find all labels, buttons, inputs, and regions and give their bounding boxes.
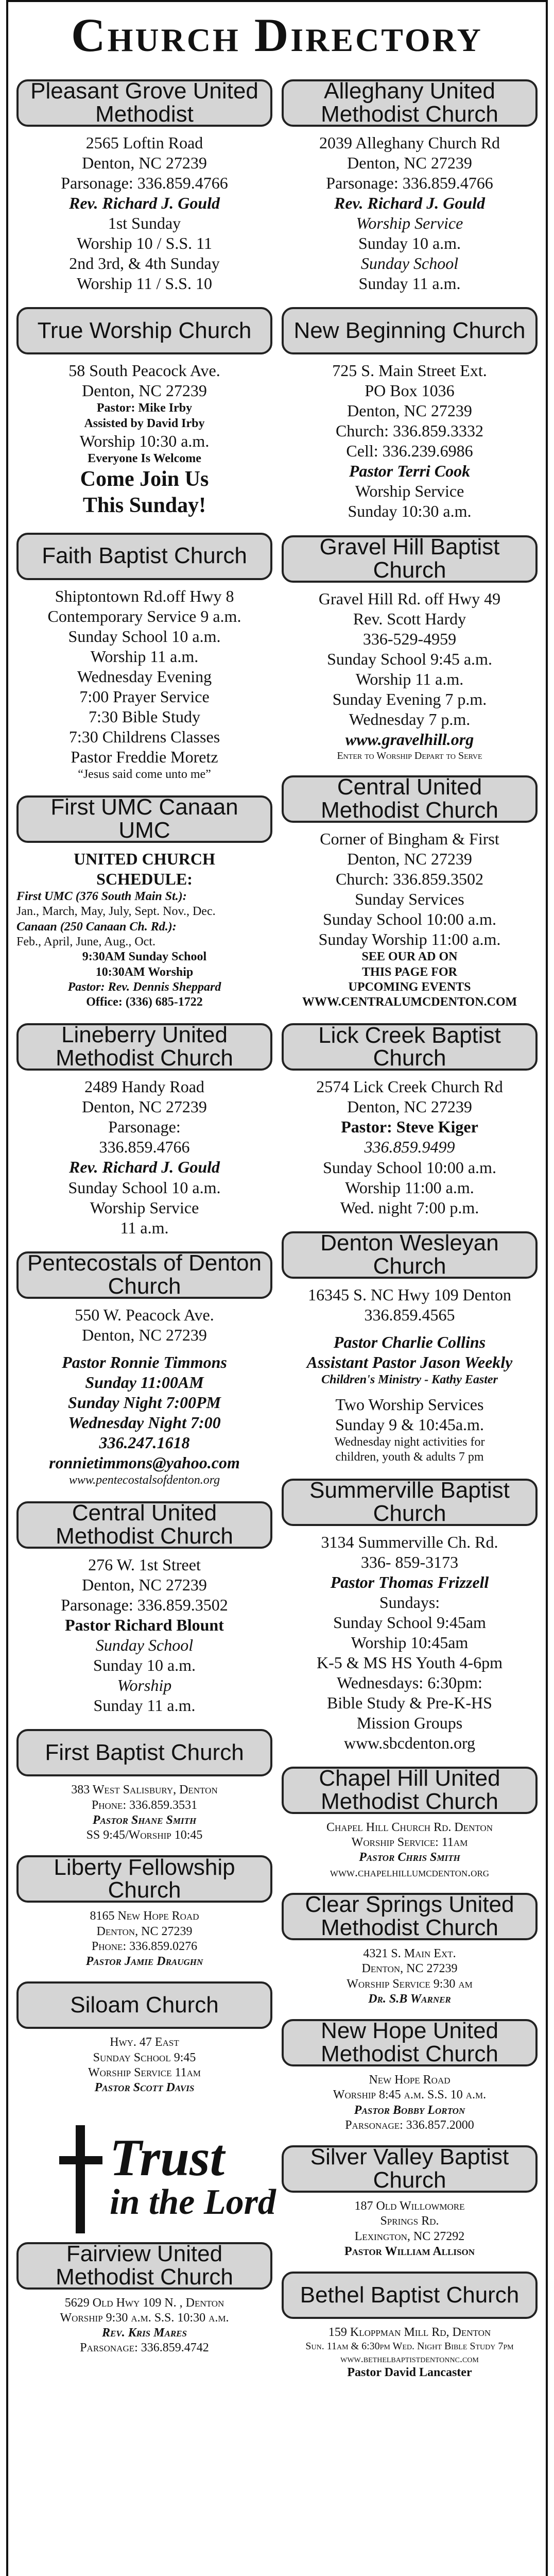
- church-name: Gravel Hill Baptist Church: [282, 535, 538, 583]
- church-details: [282, 583, 538, 762]
- church-details: [282, 1526, 538, 1753]
- detail-line: Pastor Thomas Frizzell: [330, 1572, 489, 1591]
- detail-line: Sunday 11 a.m.: [358, 274, 461, 293]
- church-details: [16, 2029, 272, 2095]
- church-entry: [16, 1251, 272, 1488]
- detail-line: Worship 11:00 a.m.: [345, 1178, 474, 1197]
- detail-line: Pastor Richard Blount: [65, 1616, 224, 1635]
- church-details: [282, 1279, 538, 1465]
- detail-line: Shiptontown Rd.off Hwy 8: [55, 586, 234, 605]
- church-details: [16, 1299, 272, 1488]
- detail-line: 187 Old Willowmore: [354, 2199, 465, 2213]
- church-entry: [282, 2272, 538, 2380]
- detail-line: Pastor: Mike Irby: [96, 401, 193, 415]
- church-directory-page: [6, 0, 548, 2576]
- detail-line: Sunday 10 a.m.: [358, 234, 461, 253]
- detail-line: Parsonage: 336.859.3502: [61, 1596, 228, 1615]
- detail-line: Worship Service: [355, 482, 464, 501]
- detail-line: Dr. S.B Warner: [368, 1992, 451, 2006]
- church-details: [282, 2066, 538, 2133]
- detail-line: Denton, NC 27239: [82, 1575, 207, 1595]
- detail-line: 11 a.m.: [120, 1218, 169, 1237]
- church-entry: [282, 535, 538, 762]
- detail-line: Denton, NC 27239: [347, 401, 472, 420]
- detail-line: Sunday School 10:00 a.m.: [323, 910, 496, 929]
- church-entry: [282, 307, 538, 521]
- detail-line: Phone: 336.859.3531: [91, 1798, 198, 1812]
- detail-line: Assistant Pastor Jason Weekly: [306, 1352, 513, 1371]
- detail-line: 5629 Old Hwy 109 N. , Denton: [64, 2296, 224, 2310]
- detail-line: Sunday School 9:45am: [333, 1613, 486, 1632]
- detail-line: Rev. Richard J. Gould: [68, 1158, 220, 1177]
- directory-grid: [16, 79, 538, 2576]
- detail-line: Assisted by David Irby: [84, 416, 205, 430]
- church-details: [282, 1814, 538, 1880]
- trust-in-the-lord-graphic: [16, 2108, 276, 2242]
- detail-line: Pastor David Lancaster: [347, 2366, 472, 2380]
- church-details: [16, 354, 272, 519]
- detail-line: Feb., April, June, Aug., Oct.: [16, 935, 155, 949]
- detail-line: 16345 S. NC Hwy 109 Denton: [308, 1285, 511, 1304]
- church-entry: [16, 1855, 272, 1969]
- detail-line: www.chapelhillumcdenton.org: [330, 1866, 490, 1879]
- detail-line: Sunday School 10:00 a.m.: [323, 1158, 496, 1177]
- page-title: Church Directory: [71, 9, 483, 61]
- detail-line: Denton, NC 27239: [96, 1924, 193, 1938]
- detail-line: Sunday School 9:45 a.m.: [327, 649, 492, 668]
- church-entry: [16, 2242, 272, 2356]
- detail-line: Pastor Ronnie Timmons: [62, 1352, 227, 1371]
- detail-line: Parsonage:: [108, 1117, 181, 1137]
- church-entry: [282, 2145, 538, 2259]
- detail-line: 4321 S. Main Ext.: [363, 1947, 456, 1960]
- detail-line: Worship 10 / S.S. 11: [77, 234, 212, 253]
- detail-line: UPCOMING EVENTS: [348, 980, 471, 994]
- detail-line: www.bethelbaptistdentonnc.com: [340, 2353, 479, 2365]
- detail-line: SEE OUR AD ON: [361, 950, 458, 964]
- detail-line: This Sunday!: [82, 494, 206, 518]
- church-name: Faith Baptist Church: [16, 533, 272, 580]
- church-name: Chapel Hill United Methodist Church: [282, 1767, 538, 1814]
- detail-line: Sunday School: [360, 254, 459, 273]
- detail-line: Sunday Worship 11:00 a.m.: [318, 930, 501, 949]
- detail-line: Pastor Scott Davis: [94, 2081, 195, 2095]
- church-details: [16, 1071, 272, 1238]
- church-name: Liberty Fellowship Church: [16, 1855, 272, 1903]
- detail-line: Cell: 336.239.6986: [346, 442, 473, 461]
- church-name: First Baptist Church: [16, 1729, 272, 1776]
- detail-line: Pastor: Steve Kiger: [341, 1117, 478, 1137]
- church-details: [282, 823, 538, 1010]
- svg-text:in the Lord: in the Lord: [109, 2182, 276, 2222]
- detail-line: www.pentecostalsofdenton.org: [68, 1473, 220, 1487]
- detail-line: Pastor Freddie Moretz: [71, 747, 218, 766]
- detail-line: Contemporary Service 9 a.m.: [47, 606, 241, 625]
- detail-line: Sunday 10 a.m.: [93, 1656, 196, 1675]
- detail-line: WWW.CENTRALUMCDENTON.COM: [302, 995, 517, 1009]
- detail-line: [16, 1345, 272, 1352]
- detail-line: Pastor Terri Cook: [349, 462, 471, 481]
- church-name: Lick Creek Baptist Church: [282, 1023, 538, 1071]
- detail-line: Sundays:: [379, 1592, 440, 1612]
- detail-line: Pastor Charlie Collins: [333, 1332, 486, 1351]
- church-details: [16, 1776, 272, 1843]
- church-details: [282, 2319, 538, 2380]
- church-details: [282, 2193, 538, 2259]
- church-entry: [282, 1231, 538, 1465]
- detail-line: UNITED CHURCH: [74, 850, 215, 869]
- church-name: True Worship Church: [16, 307, 272, 354]
- detail-line: 276 W. 1st Street: [88, 1555, 201, 1574]
- detail-line: Pastor Jamie Draughn: [85, 1955, 203, 1969]
- detail-line: K-5 & MS HS Youth 4-6pm: [317, 1653, 503, 1672]
- church-name: New Hope United Methodist Church: [282, 2019, 538, 2066]
- church-name: Alleghany United Methodist Church: [282, 79, 538, 127]
- detail-line: 159 Kloppman Mill Rd, Denton: [328, 2326, 491, 2340]
- detail-line: Two Worship Services: [335, 1395, 484, 1414]
- left-column: [16, 78, 276, 2576]
- detail-line: Parsonage: 336.859.4766: [326, 174, 493, 193]
- detail-line: Rev. Richard J. Gould: [334, 194, 486, 213]
- detail-line: Wednesday night activities for: [334, 1435, 485, 1449]
- church-details: [282, 127, 538, 294]
- detail-line: 10:30AM Worship: [95, 965, 194, 979]
- church-name: Denton Wesleyan Church: [282, 1231, 538, 1279]
- detail-line: Denton, NC 27239: [82, 154, 207, 173]
- detail-line: Enter to Worship Depart to Serve: [337, 750, 482, 761]
- detail-line: Pastor Shane Smith: [92, 1813, 197, 1827]
- detail-line: Sunday 10:30 a.m.: [348, 502, 472, 521]
- right-column: [282, 79, 538, 2576]
- detail-line: ronnietimmons@yahoo.com: [49, 1453, 240, 1472]
- detail-line: Worship 8:45 a.m. S.S. 10 a.m.: [333, 2088, 487, 2102]
- detail-line: First UMC (376 South Main St.):: [16, 890, 187, 904]
- detail-line: Everyone Is Welcome: [88, 451, 201, 465]
- church-details: [282, 354, 538, 521]
- church-entry: [282, 1023, 538, 1217]
- detail-line: Worship 11 / S.S. 10: [77, 274, 212, 293]
- detail-line: Worship 10:45am: [351, 1633, 469, 1652]
- church-name: New Beginning Church: [282, 307, 538, 354]
- detail-line: Worship 9:30 a.m. S.S. 10:30 a.m.: [60, 2311, 229, 2325]
- detail-line: Canaan (250 Canaan Ch. Rd.):: [16, 920, 177, 934]
- church-name: Fairview United Methodist Church: [16, 2242, 272, 2290]
- detail-line: Denton, NC 27239: [347, 1097, 472, 1116]
- detail-line: Denton, NC 27239: [82, 1325, 207, 1344]
- detail-line: Denton, NC 27239: [82, 381, 207, 400]
- church-name: Siloam Church: [16, 1981, 272, 2029]
- detail-line: Worship Service 9:30 am: [347, 1977, 473, 1991]
- church-entry: [16, 795, 272, 1010]
- church-entry: [16, 1501, 272, 1716]
- detail-line: New Hope Road: [369, 2073, 451, 2087]
- detail-line: 336.247.1618: [99, 1433, 190, 1452]
- detail-line: Wednesday 7 p.m.: [349, 709, 471, 728]
- church-name: Silver Valley Baptist Church: [282, 2145, 538, 2193]
- detail-line: 336.859.4766: [99, 1138, 190, 1157]
- detail-line: 383 West Salisbury, Denton: [71, 1783, 218, 1797]
- detail-line: Rev. Kris Mares: [102, 2326, 187, 2340]
- detail-line: 2nd 3rd, & 4th Sunday: [69, 254, 220, 273]
- detail-line: 58 South Peacock Ave.: [68, 361, 220, 380]
- detail-line: THIS PAGE FOR: [362, 965, 457, 979]
- church-details: [16, 127, 272, 294]
- church-name: Bethel Baptist Church: [282, 2272, 538, 2319]
- detail-line: Worship Service: [90, 1198, 199, 1217]
- detail-line: Wednesday Night 7:00: [68, 1413, 221, 1432]
- church-name: Summerville Baptist Church: [282, 1479, 538, 1526]
- church-name: Lineberry United Methodist Church: [16, 1023, 272, 1071]
- detail-line: Lexington, NC 27292: [354, 2229, 465, 2243]
- detail-line: Pastor Chris Smith: [359, 1851, 460, 1865]
- detail-line: 2574 Lick Creek Church Rd: [316, 1077, 503, 1096]
- detail-line: Sunday Services: [355, 890, 464, 909]
- detail-line: Rev. Scott Hardy: [353, 609, 466, 628]
- detail-line: Worship 10:30 a.m.: [79, 431, 210, 450]
- detail-line: Hwy. 47 East: [110, 2036, 179, 2049]
- detail-line: Parsonage: 336.859.4742: [80, 2341, 209, 2355]
- church-name: Pentecostals of Denton Church: [16, 1251, 272, 1299]
- detail-line: Gravel Hill Rd. off Hwy 49: [318, 589, 501, 608]
- church-entry: [282, 775, 538, 1010]
- detail-line: [282, 1325, 538, 1332]
- church-entry: [282, 79, 538, 294]
- detail-line: Sunday School 10 a.m.: [68, 626, 221, 646]
- detail-line: 7:00 Prayer Service: [79, 687, 210, 706]
- detail-line: Sun. 11am & 6:30pm Wed. Night Bible Study 7pm: [305, 2341, 514, 2352]
- detail-line: Denton, NC 27239: [82, 1097, 207, 1116]
- detail-line: Worship 11 a.m.: [355, 669, 464, 688]
- detail-line: 7:30 Childrens Classes: [68, 727, 220, 746]
- detail-line: Worship: [117, 1676, 172, 1695]
- detail-line: Come Join Us: [80, 467, 209, 492]
- detail-line: Worship Service: 11am: [351, 1836, 468, 1850]
- detail-line: SS 9:45/Worship 10:45: [86, 1828, 203, 1842]
- detail-line: 1st Sunday: [108, 214, 181, 233]
- detail-line: Rev. Richard J. Gould: [68, 194, 220, 213]
- detail-line: 8165 New Hope Road: [90, 1909, 199, 1923]
- church-entry: [16, 307, 272, 519]
- detail-line: Worship 11 a.m.: [90, 647, 199, 666]
- church-entry: [282, 1479, 538, 1753]
- detail-line: Sunday Night 7:00PM: [68, 1393, 221, 1412]
- church-entry: [16, 533, 272, 783]
- detail-line: Worship Service: [356, 214, 463, 233]
- detail-line: “Jesus said come unto me”: [78, 767, 211, 781]
- church-name: Pleasant Grove United Methodist: [16, 79, 272, 127]
- church-name: Central United Methodist Church: [16, 1501, 272, 1549]
- detail-line: Corner of Bingham & First: [320, 829, 499, 849]
- detail-line: 3134 Summerville Ch. Rd.: [321, 1532, 498, 1551]
- detail-line: 336- 859-3173: [360, 1552, 459, 1571]
- detail-line: Pastor: Rev. Dennis Sheppard: [67, 980, 221, 994]
- church-details: [282, 1071, 538, 1217]
- detail-line: 550 W. Peacock Ave.: [75, 1305, 214, 1324]
- detail-line: Chapel Hill Church Rd. Denton: [326, 1820, 493, 1834]
- church-entry: [16, 1023, 272, 1238]
- detail-line: SCHEDULE:: [96, 870, 193, 889]
- detail-line: Phone: 336.859.0276: [91, 1939, 198, 1953]
- detail-line: Church: 336.859.3502: [335, 870, 484, 889]
- church-details: [16, 1903, 272, 1969]
- detail-line: www.sbcdenton.org: [343, 1733, 476, 1752]
- detail-line: 9:30AM Sunday School: [82, 950, 207, 964]
- detail-line: Children's Ministry - Kathy Easter: [321, 1372, 498, 1386]
- detail-line: Pastor William Allison: [344, 2244, 475, 2258]
- detail-line: 336.859.4565: [364, 1305, 455, 1324]
- church-entry: [16, 1981, 272, 2095]
- church-entry: [282, 1893, 538, 2007]
- detail-line: Wed. night 7:00 p.m.: [340, 1198, 479, 1217]
- detail-line: Office: (336) 685-1722: [86, 995, 203, 1009]
- detail-line: 2565 Loftin Road: [85, 133, 203, 152]
- detail-line: 7:30 Bible Study: [89, 707, 200, 726]
- detail-line: Wednesdays: 6:30pm:: [337, 1673, 482, 1692]
- detail-line: Sunday Evening 7 p.m.: [332, 689, 487, 708]
- church-details: [282, 1940, 538, 2007]
- church-entry: [282, 1767, 538, 1880]
- detail-line: Denton, NC 27239: [361, 1962, 458, 1976]
- detail-line: Church: 336.859.3332: [335, 421, 484, 440]
- church-name: First UMC Canaan UMC: [16, 795, 272, 843]
- svg-text:Trust: Trust: [109, 2128, 224, 2187]
- detail-line: Bible Study & Pre-K-HS: [327, 1693, 492, 1712]
- detail-line: Worship Service 11am: [88, 2066, 201, 2080]
- detail-line: Parsonage: 336.857.2000: [345, 2118, 474, 2132]
- detail-line: 725 S. Main Street Ext.: [332, 361, 487, 380]
- detail-line: Mission Groups: [356, 1713, 463, 1732]
- church-details: [16, 2290, 272, 2356]
- detail-line: children, youth & adults 7 pm: [335, 1450, 484, 1464]
- detail-line: PO Box 1036: [365, 381, 455, 400]
- church-details: [16, 843, 272, 1010]
- detail-line: www.gravelhill.org: [345, 730, 474, 749]
- church-entry: [282, 2019, 538, 2133]
- detail-line: Denton, NC 27239: [347, 154, 472, 173]
- church-entry: [16, 79, 272, 294]
- detail-line: Denton, NC 27239: [347, 850, 472, 869]
- detail-line: Wednesday Evening: [77, 667, 212, 686]
- detail-line: 2489 Handy Road: [84, 1077, 204, 1096]
- church-entry: [16, 1729, 272, 1843]
- detail-line: Sunday 11:00AM: [85, 1372, 204, 1392]
- detail-line: Jan., March, May, July, Sept. Nov., Dec.: [16, 905, 216, 919]
- detail-line: 336.859.9499: [364, 1138, 455, 1157]
- detail-line: Sunday School 10 a.m.: [68, 1178, 221, 1197]
- detail-line: 2039 Alleghany Church Rd: [319, 133, 500, 152]
- detail-line: Pastor Bobby Lorton: [354, 2103, 465, 2117]
- church-details: [16, 1549, 272, 1716]
- church-name: Clear Springs United Methodist Church: [282, 1893, 538, 1940]
- detail-line: Parsonage: 336.859.4766: [61, 174, 228, 193]
- church-details: [16, 580, 272, 783]
- detail-line: [282, 1387, 538, 1395]
- detail-line: Sunday 11 a.m.: [93, 1696, 196, 1715]
- detail-line: Sunday School 9:45: [93, 2050, 196, 2064]
- detail-line: Sunday 9 & 10:45a.m.: [335, 1415, 484, 1434]
- detail-line: Sunday School: [95, 1636, 194, 1655]
- detail-line: 336-529-4959: [362, 629, 457, 648]
- church-name: Central United Methodist Church: [282, 775, 538, 823]
- detail-line: Springs Rd.: [380, 2214, 439, 2228]
